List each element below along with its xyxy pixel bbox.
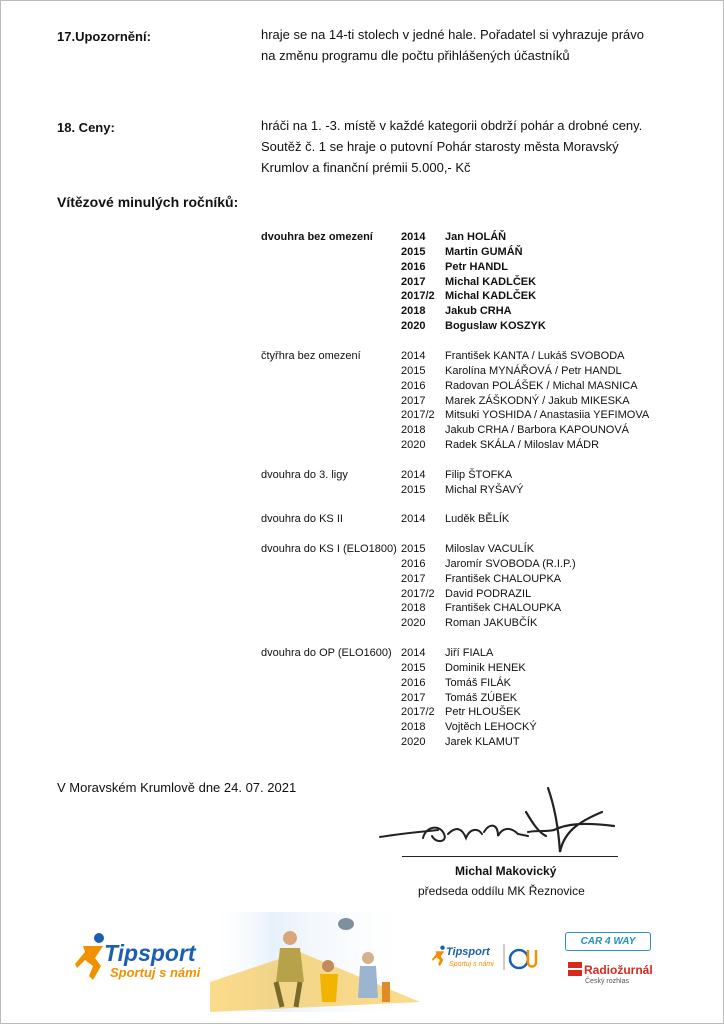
winner-name: Marek ZÁŠKODNÝ / Jakub MIKESKA [445, 394, 630, 407]
winner-row [401, 602, 561, 617]
winner-name: Miloslav VACULÍK [445, 543, 535, 555]
winner-year: 2016 [401, 379, 426, 392]
winner-row [401, 276, 536, 291]
winner-year: 2017/2 [401, 587, 435, 600]
winner-name: Roman JAKUBČÍK [445, 617, 538, 630]
winner-name: Filip ŠTOFKA [445, 469, 513, 481]
category-title: dvouhra do OP (ELO1600) [261, 647, 392, 659]
winner-name: Petr HLOUŠEK [445, 706, 521, 719]
tipsport-small-slogan: Sportuj s námi [449, 961, 494, 968]
winner-name: Jaromír SVOBODA (R.I.P.) [445, 557, 576, 570]
winner-row [401, 424, 629, 439]
winner-row [401, 484, 523, 499]
winner-year: 2018 [401, 602, 426, 615]
winners-heading: Vítězové minulých ročníků: [57, 194, 239, 210]
radiozurnal-icon [568, 962, 582, 976]
winner-year: 2017 [401, 275, 426, 288]
winner-year: 2014 [401, 350, 426, 362]
winner-year: 2020 [401, 320, 426, 333]
winner-name: Petr HANDL [445, 260, 508, 273]
winner-row [401, 365, 622, 380]
winner-row [401, 409, 649, 424]
winner-name: Vojtěch LEHOCKÝ [445, 721, 537, 734]
car4way-logo: CAR 4 WAY [565, 932, 651, 951]
winner-row [401, 558, 576, 573]
winner-row [401, 320, 546, 335]
tipsport-small-icon [432, 944, 446, 968]
winner-year: 2018 [401, 305, 426, 318]
winner-row [401, 469, 512, 484]
winner-year: 2017/2 [401, 409, 435, 422]
winner-year: 2018 [401, 424, 426, 437]
winner-name: Michal KADLČEK [445, 290, 537, 303]
winner-year: 2016 [401, 260, 426, 273]
winner-name: Tomáš FILÁK [445, 676, 512, 689]
winner-row [401, 380, 638, 395]
section-17-label: 17.Upozornění: [57, 29, 151, 44]
winner-year: 2020 [401, 617, 426, 630]
radiozurnal-subtitle: Český rozhlas [585, 978, 629, 985]
winner-row [401, 350, 625, 365]
winner-year: 2015 [401, 543, 426, 555]
signature-line [402, 856, 618, 857]
winner-name: František CHALOUPKA [445, 602, 562, 615]
date-line: V Moravském Krumlově dne 24. 07. 2021 [57, 780, 297, 795]
winner-year: 2018 [401, 721, 426, 734]
category-title: čtyřhra bez omezení [261, 350, 361, 362]
winner-year: 2015 [401, 661, 426, 674]
winner-year: 2016 [401, 557, 426, 570]
tipsport-logo-text: Tipsport [104, 940, 196, 966]
winner-row [401, 573, 561, 588]
section-18-text: hráči na 1. -3. místě v každé kategorii obdrží pohár a drobné ceny. Soutěž č. 1 se hraje o putovní Pohár starosty města Moravský Krumlov a finanční prémii 5.000,- Kč [261, 118, 643, 175]
winner-year: 2017 [401, 394, 426, 407]
winner-name: Dominik HENEK [445, 661, 526, 674]
winner-name: Michal KADLČEK [445, 275, 537, 288]
winner-name: Mitsuki YOSHIDA / Anastasiia YEFIMOVA [445, 409, 650, 422]
tipsport-runner-icon [75, 932, 107, 982]
winner-row [401, 736, 520, 751]
winner-row [401, 721, 537, 736]
section-17-text: hraje se na 14-ti stolech v jedné hale. Pořadatel si vyhrazuje právo na změnu programu dle počtu přihlášených účastníků [261, 27, 644, 63]
winner-year: 2017 [401, 691, 426, 704]
winner-row [401, 439, 599, 454]
winner-row [401, 261, 508, 276]
winner-name: Boguslaw KOSZYK [445, 320, 546, 333]
winner-name: Martin GUMÁŇ [445, 245, 523, 258]
winner-row [401, 305, 512, 320]
winner-name: Jiří FIALA [445, 647, 494, 659]
category-title: dvouhra do 3. ligy [261, 469, 348, 481]
category-title: dvouhra bez omezení [261, 231, 373, 243]
winner-name: Jakub CRHA / Barbora KAPOUNOVÁ [445, 424, 630, 437]
radiozurnal-logo-text: Radiožurnál [584, 963, 653, 977]
winner-year: 2017/2 [401, 706, 435, 719]
winner-name: Jakub CRHA [445, 305, 512, 318]
winner-row [401, 677, 511, 692]
winner-year: 2017 [401, 572, 426, 585]
winner-year: 2015 [401, 364, 426, 377]
winner-row [401, 588, 531, 603]
winner-year: 2016 [401, 676, 426, 689]
winner-row [401, 513, 509, 528]
winner-name: Tomáš ZÚBEK [445, 691, 518, 704]
winner-year: 2014 [401, 469, 426, 481]
ous-logo-icon [502, 942, 542, 972]
winner-row [401, 617, 537, 632]
winner-name: Radovan POLÁŠEK / Michal MASNICA [445, 379, 638, 392]
winner-row [401, 543, 534, 558]
winner-row [401, 231, 506, 246]
category-title: dvouhra do KS I (ELO1800) [261, 543, 397, 555]
sponsors-footer [60, 912, 664, 1012]
winner-row [401, 395, 630, 410]
winner-name: František CHALOUPKA [445, 572, 562, 585]
winner-name: Jarek KLAMUT [445, 736, 520, 749]
category-title: dvouhra do KS II [261, 513, 343, 525]
winner-year: 2020 [401, 736, 426, 749]
winner-year: 2017/2 [401, 290, 435, 303]
winner-row [401, 692, 517, 707]
tipsport-slogan: Sportuj s námi [110, 965, 201, 980]
winner-year: 2015 [401, 245, 426, 258]
sport-photo-collage [210, 912, 420, 1012]
winner-row [401, 706, 521, 721]
winner-row [401, 246, 523, 261]
signer-role: předseda oddílu MK Řeznovice [418, 884, 585, 898]
winner-year: 2014 [401, 231, 426, 243]
winner-year: 2014 [401, 513, 426, 525]
winner-year: 2015 [401, 483, 426, 496]
winner-name: Luděk BĚLÍK [445, 513, 510, 525]
signer-name: Michal Makovický [455, 864, 557, 878]
tipsport-small-logo-text: Tipsport [446, 946, 490, 958]
winner-row [401, 647, 493, 662]
winner-name: František KANTA / Lukáš SVOBODA [445, 350, 625, 362]
winner-name: Radek SKÁLA / Miloslav MÁDR [445, 439, 600, 452]
winner-row [401, 290, 536, 305]
winner-year: 2014 [401, 647, 426, 659]
winner-year: 2020 [401, 439, 426, 452]
signature-image [378, 782, 628, 862]
section-18-label: 18. Ceny: [57, 120, 115, 135]
winner-name: Michal RYŠAVÝ [445, 483, 524, 496]
winner-name: Jan HOLÁŇ [445, 231, 507, 243]
winner-name: David PODRAZIL [445, 587, 532, 600]
winner-name: Karolína MYNÁŘOVÁ / Petr HANDL [445, 364, 622, 377]
winner-row [401, 662, 526, 677]
